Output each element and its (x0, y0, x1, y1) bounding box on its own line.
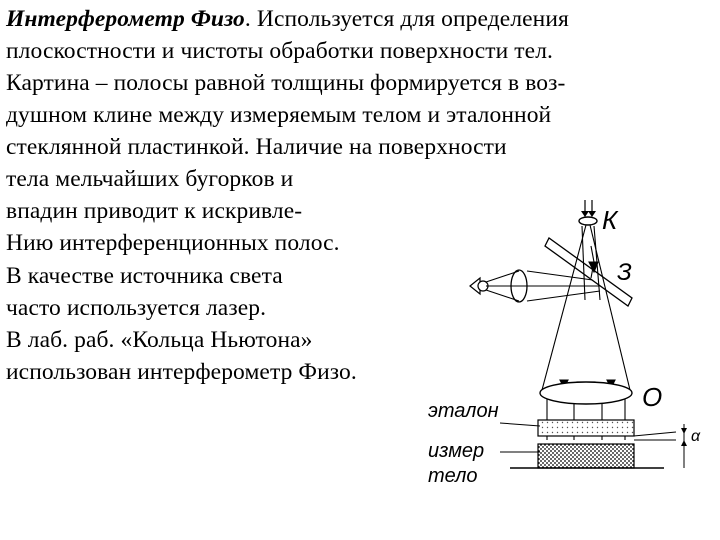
objective-lens (540, 382, 632, 404)
text-line-3: Картина – полосы равной толщины формируется в воз- (6, 70, 566, 96)
label-o: О (642, 382, 663, 412)
text-line-4: душном клине между измеряемым телом и эталонной (6, 102, 552, 128)
text-line-7: впадин приводит к искривле- (6, 198, 303, 224)
wedge-line (634, 432, 676, 436)
label-etalon: эталон (428, 400, 499, 422)
reference-plate (538, 420, 634, 436)
label-telo: тело (428, 465, 478, 487)
text-line-1-rest: . Используется для определения (244, 6, 569, 32)
text-line-12: использован интерферометр Физо. (6, 359, 357, 385)
text-line-8: Нию интерференционных полос. (6, 230, 340, 256)
text-line-11: В лаб. раб. «Кольца Ньютона» (6, 327, 313, 353)
measured-body (538, 444, 634, 468)
label-alpha: α (691, 428, 701, 445)
text-line-5: стеклянной пластинкой. Наличие на поверхности (6, 134, 507, 160)
eyepiece-icon (579, 200, 597, 225)
etalon-pointer (500, 423, 540, 426)
source-beam (486, 271, 600, 301)
label-z: З (617, 259, 632, 286)
term-fizeau: Интерферометр Физо (6, 6, 245, 32)
label-izmer: измер (428, 440, 485, 462)
optical-rays (542, 225, 630, 440)
text-line-9: В качестве источника света (6, 263, 283, 289)
text-line-10: часто используется лазер. (6, 295, 267, 321)
text-line-2: плоскостности и чистоты обработки поверхности тел. (6, 38, 554, 64)
label-k: К (602, 205, 618, 235)
text-line-6: тела мельчайших бугорков и (6, 166, 294, 192)
